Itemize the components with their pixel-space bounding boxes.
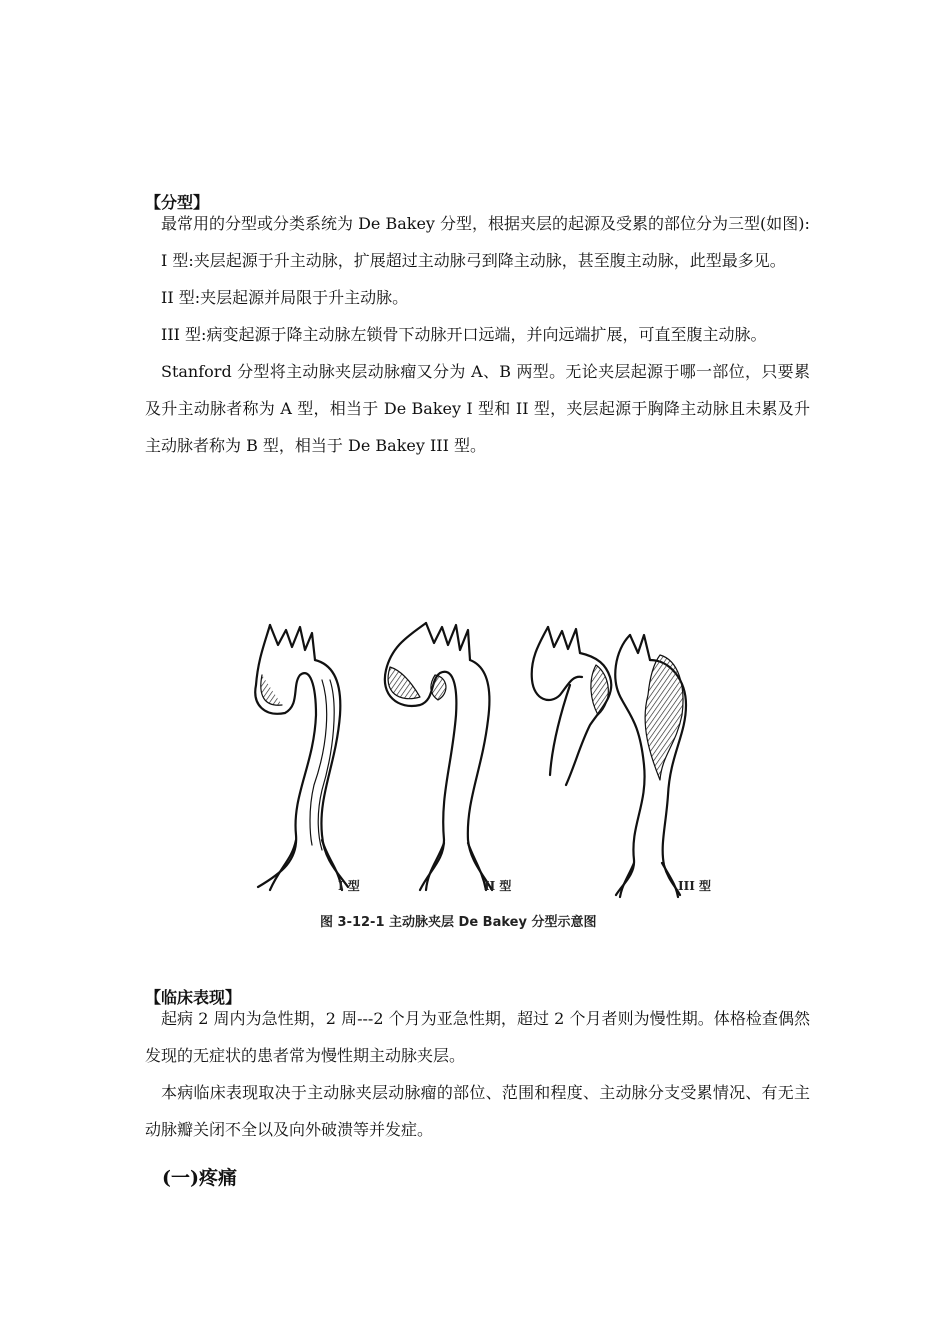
type-paragraphs: [145, 205, 810, 464]
aorta-type-1: [255, 625, 348, 890]
aorta-illustration: [230, 605, 720, 905]
paragraph: 本病临床表现取决于主动脉夹层动脉瘤的部位、范围和程度、主动脉分支受累情况、有无主动脉瓣关闭不全以及向外破溃等并发症。: [145, 1083, 810, 1139]
figure-label-type-1: I 型: [338, 879, 360, 893]
paragraph: 最常用的分型或分类系统为 De Bakey 分型，根据夹层的起源及受累的部位分为三型(如图):: [161, 214, 810, 233]
paragraph: III 型:病变起源于降主动脉左锁骨下动脉开口远端，并向远端扩展，可直至腹主动脉。: [161, 325, 767, 344]
paragraph: 起病 2 周内为急性期，2 周---2 个月为亚急性期，超过 2 个月者则为慢性期。体格检查偶然发现的无症状的患者常为慢性期主动脉夹层。: [145, 1009, 810, 1065]
section-heading-clinical: 【临床表现】: [145, 988, 242, 1007]
clinical-paragraphs: [145, 1000, 810, 1148]
figure-label-type-3: III 型: [678, 879, 712, 893]
aorta-type-2: [385, 623, 492, 890]
subheading-pain: (一)疼痛: [162, 1167, 237, 1189]
aorta-type-3: [532, 627, 686, 897]
debakey-classification-figure: [230, 605, 720, 935]
figure-caption: 图 3-12-1 主动脉夹层 De Bakey 分型示意图: [320, 915, 597, 930]
figure-label-type-2: II 型: [484, 879, 512, 893]
paragraph: II 型:夹层起源并局限于升主动脉。: [161, 288, 409, 307]
paragraph: I 型:夹层起源于升主动脉，扩展超过主动脉弓到降主动脉，甚至腹主动脉，此型最多见。: [161, 251, 786, 270]
section-heading-type: 【分型】: [145, 193, 210, 212]
paragraph: Stanford 分型将主动脉夹层动脉瘤又分为 A、B 两型。无论夹层起源于哪一部位，只要累及升主动脉者称为 A 型，相当于 De Bakey I 型和 II 型，夹层起源于胸降主动脉且未累及升主动脉者称为 B 型，相当于 De Bakey III 型。: [145, 362, 810, 455]
